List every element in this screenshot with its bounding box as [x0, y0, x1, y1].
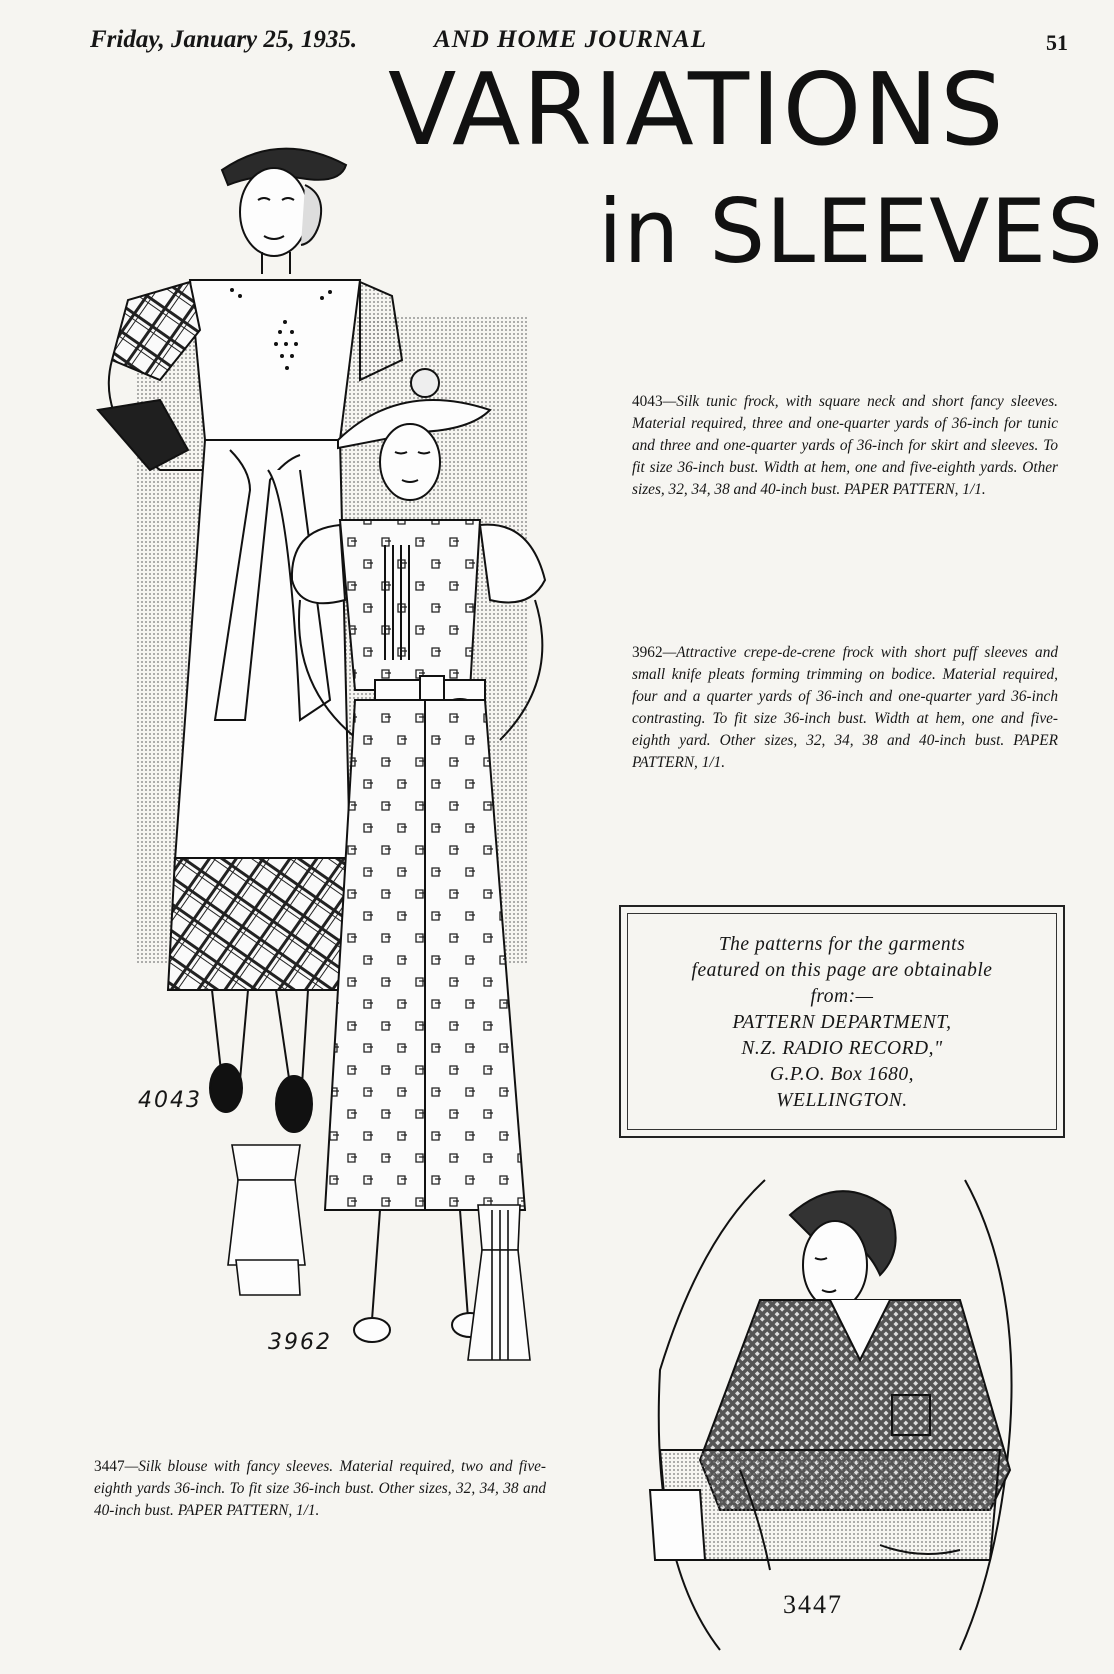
notice-line: featured on this page are obtainable	[691, 960, 993, 981]
figure-3447	[650, 1180, 1012, 1650]
page-number: 51	[1046, 30, 1068, 55]
pattern-text: —Attractive crepe-de-crene frock with short puff sleeves and small knife pleats forming trimming on bodice. Material required, four and a quarter yards of 36-inch and one-quarter yard 36-inch contrasting. To fit size 36-inch bust. Width at hem, one and five-eighth yard. Other sizes, 32, 34, 38 and 40-inch bust. PAPER PATTERN, 1/1.	[632, 644, 1058, 771]
pattern-description-4043	[632, 391, 1058, 501]
pattern-text: —Silk tunic frock, with square neck and short fancy sleeves. Material required, three and one-quarter yards of 36-inch for tunic and three and one-quarter yards of 36-inch for skirt and sleeves. To fit size 36-inch bust. Width at hem, one and five-eighth yards. Other sizes, 32, 34, 38 and 40-inch bust. PAPER PATTERN, 1/1.	[632, 393, 1058, 498]
pattern-code: 3447	[94, 1458, 125, 1475]
pattern-code: 4043	[632, 393, 663, 410]
notice-line: N.Z. RADIO RECORD,"	[741, 1038, 943, 1059]
issue-date: Friday, January 25, 1935.	[90, 26, 358, 53]
headline-line-2: in SLEEVES	[598, 180, 1104, 283]
flat-sketch-3962	[468, 1205, 530, 1360]
pattern-label-3962: 3962	[268, 1330, 332, 1355]
headline-line-1: VARIATIONS	[388, 51, 1006, 168]
pattern-label-4043: 4043	[138, 1088, 202, 1113]
ordering-notice-text	[627, 913, 1057, 1130]
notice-line: The patterns for the garments	[718, 934, 966, 955]
notice-line: PATTERN DEPARTMENT,	[732, 1012, 952, 1033]
pattern-description-3447	[94, 1456, 546, 1522]
pattern-text: —Silk blouse with fancy sleeves. Material required, two and five-eighth yards 36-inch. To fit size 36-inch bust. Other sizes, 32, 34, 38 and 40-inch bust. PAPER PATTERN, 1/1.	[94, 1458, 546, 1519]
flat-sketch-4043	[228, 1145, 305, 1295]
notice-line: G.P.O. Box 1680,	[769, 1064, 915, 1085]
pattern-code: 3962	[632, 644, 663, 661]
journal-name: AND HOME JOURNAL	[434, 26, 707, 53]
pattern-description-3962	[632, 642, 1058, 774]
ordering-notice-box	[619, 905, 1065, 1138]
notice-line: WELLINGTON.	[776, 1090, 908, 1111]
notice-line: from:—	[810, 986, 874, 1007]
pattern-label-3447: 3447	[783, 1590, 843, 1619]
